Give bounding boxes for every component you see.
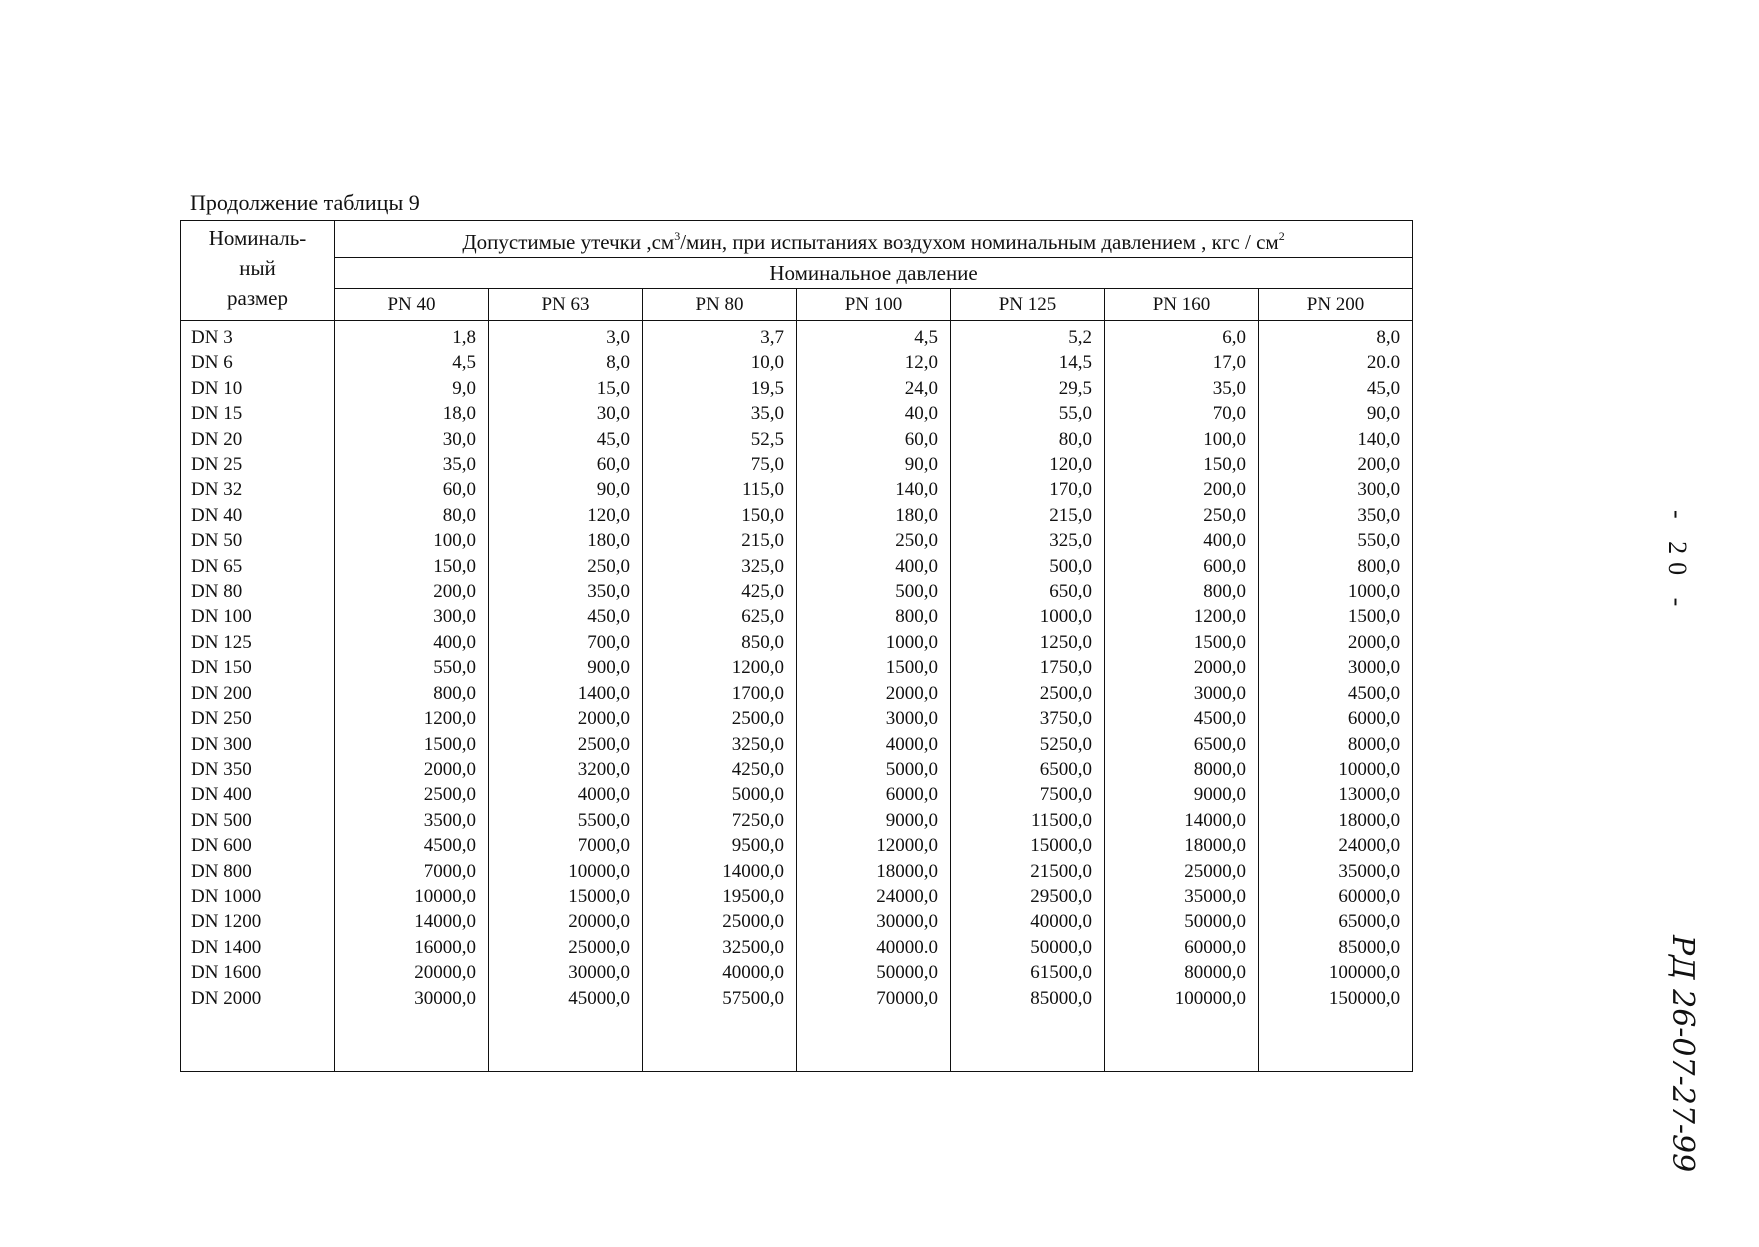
nominal-size-cell: DN 250: [181, 706, 335, 731]
leakage-value-cell: 5000,0: [797, 757, 951, 782]
leakage-value-cell: 1,8: [335, 321, 489, 351]
leakage-title-header: [335, 221, 1413, 258]
leakage-value-cell: 500,0: [951, 554, 1105, 579]
table-row: [181, 757, 1413, 782]
table-row: [181, 909, 1413, 934]
leakage-value-cell: 55,0: [951, 401, 1105, 426]
leakage-value-cell: 30,0: [489, 401, 643, 426]
nominal-size-cell: DN 1400: [181, 935, 335, 960]
leakage-value-cell: 800,0: [1259, 554, 1413, 579]
leakage-value-cell: 75,0: [643, 452, 797, 477]
leakage-value-cell: 85000,0: [951, 986, 1105, 1011]
leakage-value-cell: 30000,0: [335, 986, 489, 1011]
leakage-value-cell: 425,0: [643, 579, 797, 604]
leakage-value-cell: 400,0: [797, 554, 951, 579]
leakage-value-cell: 9000,0: [1105, 782, 1259, 807]
leakage-value-cell: 250,0: [1105, 503, 1259, 528]
leakage-value-cell: 29,5: [951, 376, 1105, 401]
table-row: [181, 427, 1413, 452]
leakage-value-cell: 1000,0: [951, 604, 1105, 629]
leakage-value-cell: 60000,0: [1105, 935, 1259, 960]
pressure-columns-row: [181, 289, 1413, 321]
leakage-title-sup1: 3: [674, 229, 681, 243]
leakage-value-cell: 1750,0: [951, 655, 1105, 680]
nominal-size-cell: DN 600: [181, 833, 335, 858]
pressure-column-header: PN 63: [489, 289, 643, 321]
nominal-size-cell: DN 300: [181, 732, 335, 757]
leakage-value-cell: 24000,0: [797, 884, 951, 909]
leakage-value-cell: 3,7: [643, 321, 797, 351]
leakage-value-cell: 85000,0: [1259, 935, 1413, 960]
empty-cell: [489, 1011, 643, 1072]
leakage-title-part2: /мин, при испытаниях воздухом номинальным давлением , кгс / см: [680, 230, 1279, 254]
table-row: [181, 528, 1413, 553]
leakage-value-cell: 60,0: [335, 477, 489, 502]
table-row: [181, 554, 1413, 579]
leakage-value-cell: 8000,0: [1105, 757, 1259, 782]
nominal-size-cell: DN 65: [181, 554, 335, 579]
leakage-value-cell: 3200,0: [489, 757, 643, 782]
leakage-value-cell: 7000,0: [489, 833, 643, 858]
leakage-value-cell: 300,0: [1259, 477, 1413, 502]
leakage-value-cell: 18000,0: [1259, 808, 1413, 833]
table-row: [181, 960, 1413, 985]
leakage-value-cell: 30000,0: [797, 909, 951, 934]
table-row: [181, 321, 1413, 351]
leakage-value-cell: 2500,0: [489, 732, 643, 757]
pressure-column-header: PN 125: [951, 289, 1105, 321]
nominal-size-cell: DN 1200: [181, 909, 335, 934]
table-row: [181, 859, 1413, 884]
leakage-value-cell: 15,0: [489, 376, 643, 401]
leakage-value-cell: 1000,0: [797, 630, 951, 655]
table-row: [181, 452, 1413, 477]
leakage-value-cell: 4500,0: [1105, 706, 1259, 731]
leakage-value-cell: 80,0: [335, 503, 489, 528]
leakage-value-cell: 200,0: [1105, 477, 1259, 502]
table-row: [181, 884, 1413, 909]
leakage-value-cell: 850,0: [643, 630, 797, 655]
leakage-value-cell: 5500,0: [489, 808, 643, 833]
leakage-value-cell: 4500,0: [335, 833, 489, 858]
leakage-value-cell: 550,0: [1259, 528, 1413, 553]
nominal-size-cell: DN 1600: [181, 960, 335, 985]
table-row: [181, 655, 1413, 680]
leakage-value-cell: 250,0: [489, 554, 643, 579]
leakage-value-cell: 3000,0: [1105, 681, 1259, 706]
leakage-value-cell: 4,5: [335, 350, 489, 375]
nominal-size-cell: DN 6: [181, 350, 335, 375]
leakage-value-cell: 35,0: [643, 401, 797, 426]
leakage-value-cell: 6000,0: [1259, 706, 1413, 731]
leakage-value-cell: 300,0: [335, 604, 489, 629]
leakage-value-cell: 100000,0: [1105, 986, 1259, 1011]
nominal-size-cell: DN 100: [181, 604, 335, 629]
leakage-value-cell: 30,0: [335, 427, 489, 452]
nominal-size-cell: DN 40: [181, 503, 335, 528]
table-row: [181, 604, 1413, 629]
nominal-size-cell: DN 200: [181, 681, 335, 706]
leakage-value-cell: 35000,0: [1259, 859, 1413, 884]
leakage-value-cell: 25000,0: [489, 935, 643, 960]
nominal-size-cell: DN 150: [181, 655, 335, 680]
leakage-value-cell: 70000,0: [797, 986, 951, 1011]
leakage-value-cell: 2500,0: [643, 706, 797, 731]
empty-cell: [335, 1011, 489, 1072]
leakage-value-cell: 60000,0: [1259, 884, 1413, 909]
table-row: [181, 477, 1413, 502]
table-body: [181, 321, 1413, 1072]
leakage-value-cell: 180,0: [489, 528, 643, 553]
nominal-size-cell: DN 1000: [181, 884, 335, 909]
leakage-value-cell: 800,0: [335, 681, 489, 706]
leakage-value-cell: 9,0: [335, 376, 489, 401]
leakage-value-cell: 10,0: [643, 350, 797, 375]
leakage-value-cell: 1200,0: [643, 655, 797, 680]
leakage-value-cell: 15000,0: [951, 833, 1105, 858]
leakage-value-cell: 9000,0: [797, 808, 951, 833]
leakage-value-cell: 140,0: [1259, 427, 1413, 452]
leakage-value-cell: 80000,0: [1105, 960, 1259, 985]
leakage-value-cell: 21500,0: [951, 859, 1105, 884]
leakage-value-cell: 350,0: [489, 579, 643, 604]
leakage-value-cell: 14000,0: [643, 859, 797, 884]
nominal-size-cell: DN 800: [181, 859, 335, 884]
leakage-value-cell: 24,0: [797, 376, 951, 401]
leakage-value-cell: 35,0: [1105, 376, 1259, 401]
leakage-value-cell: 40,0: [797, 401, 951, 426]
leakage-value-cell: 200,0: [1259, 452, 1413, 477]
table-header: [181, 221, 1413, 321]
pressure-column-header: PN 40: [335, 289, 489, 321]
nominal-size-cell: DN 3: [181, 321, 335, 351]
leakage-value-cell: 150,0: [1105, 452, 1259, 477]
leakage-value-cell: 325,0: [951, 528, 1105, 553]
leakage-value-cell: 14000,0: [1105, 808, 1259, 833]
leakage-value-cell: 215,0: [643, 528, 797, 553]
leakage-value-cell: 5250,0: [951, 732, 1105, 757]
leakage-value-cell: 25000,0: [643, 909, 797, 934]
leakage-value-cell: 5,2: [951, 321, 1105, 351]
empty-cell: [797, 1011, 951, 1072]
leakage-value-cell: 150000,0: [1259, 986, 1413, 1011]
leakage-value-cell: 29500,0: [951, 884, 1105, 909]
leakage-value-cell: 14,5: [951, 350, 1105, 375]
leakage-value-cell: 400,0: [1105, 528, 1259, 553]
leakage-table-wrapper: [180, 220, 1411, 1072]
leakage-value-cell: 13000,0: [1259, 782, 1413, 807]
leakage-value-cell: 200,0: [335, 579, 489, 604]
leakage-value-cell: 1200,0: [1105, 604, 1259, 629]
leakage-value-cell: 120,0: [951, 452, 1105, 477]
leakage-value-cell: 6000,0: [797, 782, 951, 807]
leakage-value-cell: 32500,0: [643, 935, 797, 960]
page-number: - 20 -: [1663, 510, 1692, 615]
leakage-value-cell: 1500,0: [335, 732, 489, 757]
leakage-value-cell: 3,0: [489, 321, 643, 351]
empty-cell: [951, 1011, 1105, 1072]
leakage-value-cell: 550,0: [335, 655, 489, 680]
leakage-value-cell: 8000,0: [1259, 732, 1413, 757]
table-row: [181, 782, 1413, 807]
nominal-size-cell: DN 400: [181, 782, 335, 807]
nominal-size-header: [181, 221, 335, 321]
table-row: [181, 376, 1413, 401]
leakage-value-cell: 12000,0: [797, 833, 951, 858]
pressure-column-header: PN 200: [1259, 289, 1413, 321]
leakage-value-cell: 7500,0: [951, 782, 1105, 807]
leakage-value-cell: 20.0: [1259, 350, 1413, 375]
leakage-value-cell: 50000,0: [951, 935, 1105, 960]
table-row: [181, 706, 1413, 731]
leakage-value-cell: 100,0: [335, 528, 489, 553]
table-row: [181, 833, 1413, 858]
leakage-value-cell: 30000,0: [489, 960, 643, 985]
leakage-value-cell: 100,0: [1105, 427, 1259, 452]
leakage-value-cell: 10000,0: [1259, 757, 1413, 782]
table-row: [181, 935, 1413, 960]
nominal-pressure-header: Номинальное давление: [335, 258, 1413, 289]
leakage-value-cell: 1500,0: [1259, 604, 1413, 629]
leakage-value-cell: 8,0: [489, 350, 643, 375]
nominal-size-cell: DN 350: [181, 757, 335, 782]
nominal-size-cell: DN 125: [181, 630, 335, 655]
table-row: [181, 503, 1413, 528]
pressure-column-header: PN 160: [1105, 289, 1259, 321]
leakage-value-cell: 90,0: [797, 452, 951, 477]
leakage-value-cell: 18000,0: [1105, 833, 1259, 858]
leakage-value-cell: 170,0: [951, 477, 1105, 502]
leakage-value-cell: 325,0: [643, 554, 797, 579]
empty-cell: [1259, 1011, 1413, 1072]
table-caption: Продолжение таблицы 9: [190, 190, 420, 215]
leakage-value-cell: 1400,0: [489, 681, 643, 706]
leakage-value-cell: 5000,0: [643, 782, 797, 807]
leakage-value-cell: 4500,0: [1259, 681, 1413, 706]
leakage-value-cell: 70,0: [1105, 401, 1259, 426]
empty-cell: [181, 1011, 335, 1072]
table-row: [181, 808, 1413, 833]
leakage-value-cell: 900,0: [489, 655, 643, 680]
leakage-value-cell: 3000,0: [1259, 655, 1413, 680]
leakage-value-cell: 40000,0: [951, 909, 1105, 934]
leakage-value-cell: 250,0: [797, 528, 951, 553]
leakage-value-cell: 16000,0: [335, 935, 489, 960]
leakage-value-cell: 800,0: [797, 604, 951, 629]
leakage-value-cell: 4,5: [797, 321, 951, 351]
leakage-value-cell: 50000,0: [797, 960, 951, 985]
table-row: [181, 579, 1413, 604]
nominal-size-cell: DN 25: [181, 452, 335, 477]
leakage-table: [180, 220, 1413, 1072]
document-code-handwritten: РД 26-07-27-99: [1665, 935, 1700, 1173]
leakage-value-cell: 2000,0: [797, 681, 951, 706]
nominal-size-header-line1: Номиналь-: [208, 226, 307, 250]
leakage-value-cell: 60,0: [489, 452, 643, 477]
leakage-value-cell: 7250,0: [643, 808, 797, 833]
pressure-column-header: PN 80: [643, 289, 797, 321]
leakage-value-cell: 120,0: [489, 503, 643, 528]
leakage-value-cell: 1500,0: [797, 655, 951, 680]
leakage-value-cell: 400,0: [335, 630, 489, 655]
leakage-value-cell: 1700,0: [643, 681, 797, 706]
leakage-value-cell: 40000,0: [643, 960, 797, 985]
leakage-value-cell: 115,0: [643, 477, 797, 502]
nominal-size-header-line3: размер: [227, 286, 288, 310]
leakage-value-cell: 1500,0: [1105, 630, 1259, 655]
leakage-value-cell: 500,0: [797, 579, 951, 604]
leakage-value-cell: 4250,0: [643, 757, 797, 782]
leakage-value-cell: 45000,0: [489, 986, 643, 1011]
table-row: [181, 986, 1413, 1011]
empty-cell: [1105, 1011, 1259, 1072]
leakage-value-cell: 25000,0: [1105, 859, 1259, 884]
leakage-value-cell: 140,0: [797, 477, 951, 502]
leakage-value-cell: 3000,0: [797, 706, 951, 731]
nominal-size-header-line2: ный: [239, 256, 276, 280]
leakage-value-cell: 1200,0: [335, 706, 489, 731]
leakage-value-cell: 40000.0: [797, 935, 951, 960]
leakage-value-cell: 150,0: [643, 503, 797, 528]
leakage-value-cell: 24000,0: [1259, 833, 1413, 858]
leakage-value-cell: 65000,0: [1259, 909, 1413, 934]
nominal-size-cell: DN 32: [181, 477, 335, 502]
empty-cell: [643, 1011, 797, 1072]
leakage-value-cell: 52,5: [643, 427, 797, 452]
leakage-value-cell: 800,0: [1105, 579, 1259, 604]
leakage-value-cell: 20000,0: [489, 909, 643, 934]
leakage-value-cell: 12,0: [797, 350, 951, 375]
leakage-value-cell: 50000,0: [1105, 909, 1259, 934]
leakage-value-cell: 45,0: [489, 427, 643, 452]
leakage-value-cell: 3250,0: [643, 732, 797, 757]
leakage-value-cell: 150,0: [335, 554, 489, 579]
nominal-size-cell: DN 10: [181, 376, 335, 401]
pressure-column-header: PN 100: [797, 289, 951, 321]
leakage-value-cell: 19500,0: [643, 884, 797, 909]
leakage-value-cell: 57500,0: [643, 986, 797, 1011]
leakage-value-cell: 180,0: [797, 503, 951, 528]
leakage-value-cell: 650,0: [951, 579, 1105, 604]
leakage-title-part1: Допустимые утечки ,см: [462, 230, 675, 254]
leakage-value-cell: 90,0: [489, 477, 643, 502]
table-row: [181, 681, 1413, 706]
table-row: [181, 350, 1413, 375]
leakage-value-cell: 15000,0: [489, 884, 643, 909]
leakage-value-cell: 45,0: [1259, 376, 1413, 401]
leakage-value-cell: 3500,0: [335, 808, 489, 833]
leakage-value-cell: 4000,0: [797, 732, 951, 757]
table-row: [181, 732, 1413, 757]
leakage-value-cell: 1250,0: [951, 630, 1105, 655]
leakage-value-cell: 6,0: [1105, 321, 1259, 351]
leakage-value-cell: 35000,0: [1105, 884, 1259, 909]
leakage-value-cell: 18000,0: [797, 859, 951, 884]
leakage-value-cell: 35,0: [335, 452, 489, 477]
leakage-value-cell: 20000,0: [335, 960, 489, 985]
leakage-value-cell: 8,0: [1259, 321, 1413, 351]
table-row: [181, 630, 1413, 655]
leakage-value-cell: 80,0: [951, 427, 1105, 452]
leakage-value-cell: 60,0: [797, 427, 951, 452]
leakage-value-cell: 350,0: [1259, 503, 1413, 528]
leakage-value-cell: 3750,0: [951, 706, 1105, 731]
leakage-value-cell: 450,0: [489, 604, 643, 629]
leakage-value-cell: 9500,0: [643, 833, 797, 858]
leakage-value-cell: 4000,0: [489, 782, 643, 807]
leakage-value-cell: 100000,0: [1259, 960, 1413, 985]
leakage-value-cell: 625,0: [643, 604, 797, 629]
leakage-value-cell: 90,0: [1259, 401, 1413, 426]
nominal-size-cell: DN 50: [181, 528, 335, 553]
leakage-value-cell: 19,5: [643, 376, 797, 401]
leakage-value-cell: 600,0: [1105, 554, 1259, 579]
leakage-value-cell: 17,0: [1105, 350, 1259, 375]
nominal-size-cell: DN 15: [181, 401, 335, 426]
leakage-value-cell: 10000,0: [489, 859, 643, 884]
leakage-value-cell: 6500,0: [1105, 732, 1259, 757]
nominal-size-cell: DN 20: [181, 427, 335, 452]
leakage-value-cell: 2000,0: [1259, 630, 1413, 655]
leakage-value-cell: 6500,0: [951, 757, 1105, 782]
leakage-value-cell: 7000,0: [335, 859, 489, 884]
leakage-value-cell: 2000,0: [1105, 655, 1259, 680]
leakage-value-cell: 2000,0: [489, 706, 643, 731]
table-empty-row: [181, 1011, 1413, 1072]
nominal-size-cell: DN 2000: [181, 986, 335, 1011]
leakage-value-cell: 14000,0: [335, 909, 489, 934]
nominal-size-cell: DN 500: [181, 808, 335, 833]
leakage-value-cell: 1000,0: [1259, 579, 1413, 604]
table-row: [181, 401, 1413, 426]
leakage-value-cell: 10000,0: [335, 884, 489, 909]
leakage-value-cell: 61500,0: [951, 960, 1105, 985]
leakage-value-cell: 700,0: [489, 630, 643, 655]
leakage-value-cell: 2000,0: [335, 757, 489, 782]
leakage-value-cell: 11500,0: [951, 808, 1105, 833]
leakage-value-cell: 18,0: [335, 401, 489, 426]
leakage-value-cell: 2500,0: [951, 681, 1105, 706]
leakage-title-sup2: 2: [1278, 229, 1285, 243]
nominal-size-cell: DN 80: [181, 579, 335, 604]
leakage-value-cell: 215,0: [951, 503, 1105, 528]
leakage-value-cell: 2500,0: [335, 782, 489, 807]
